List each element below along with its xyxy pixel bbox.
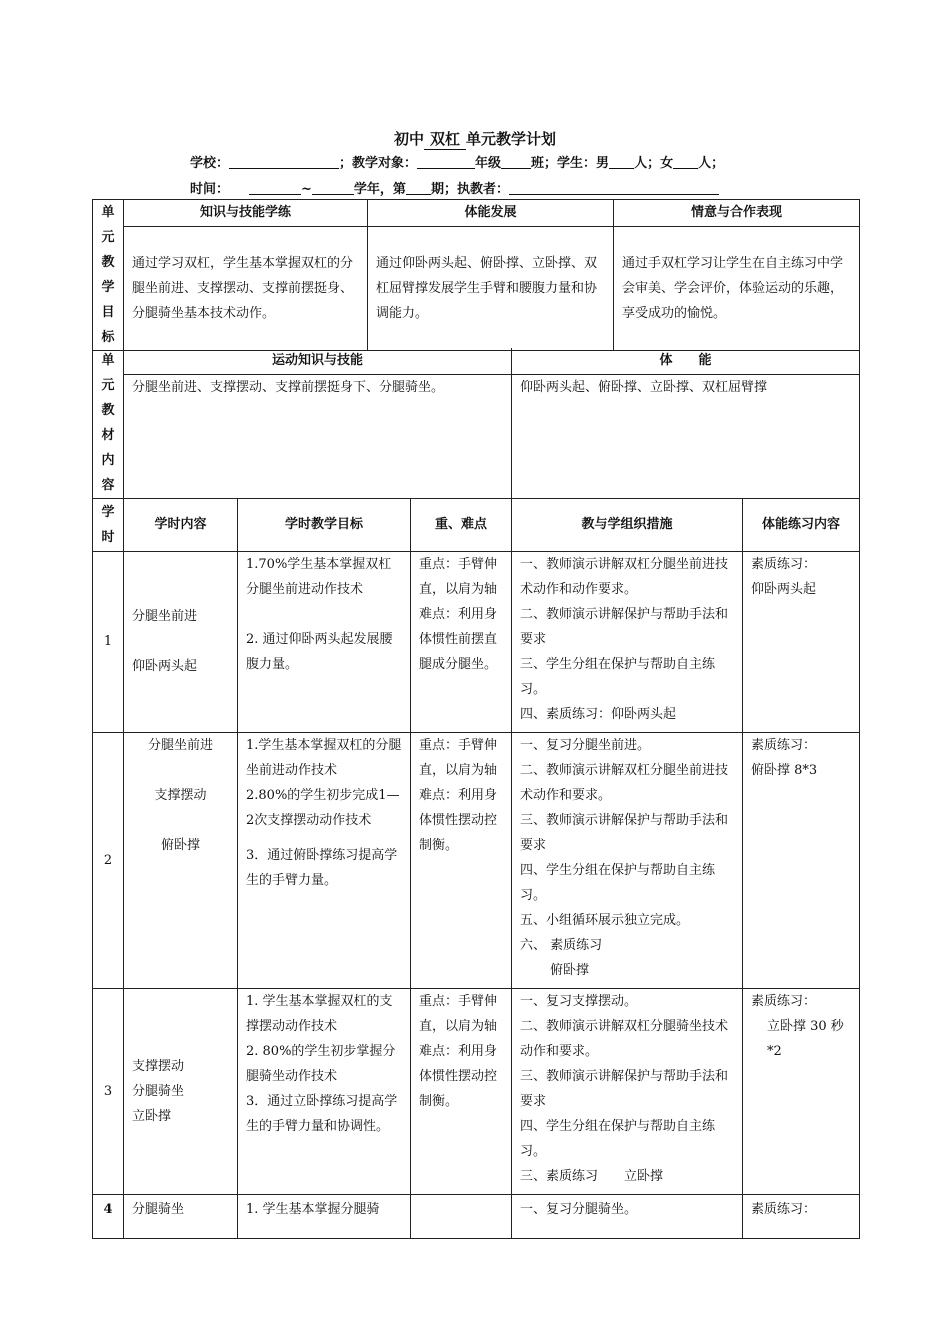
materials-table <box>92 348 860 499</box>
lesson-measures: 一、复习支撑摆动。 二、教师演示讲解双杠分腿骑坐技术动作和要求。 三、教师演示讲解保护与帮助手法和要求 四、学生分组在保护与帮助自主练习。 三、素质练习 立卧撑 <box>512 988 743 1194</box>
header-lesson-goals: 学时教学目标 <box>238 499 411 551</box>
lesson-measures: 一、教师演示讲解双杠分腿坐前进技术动作和动作要求。 二、教师演示讲解保护与帮助手法和要求 三、学生分组在保护与帮助自主练习。 四、素质练习：仰卧两头起 <box>512 551 743 732</box>
goals-table <box>92 199 860 351</box>
materials-header-fitness: 体 能 <box>512 348 860 374</box>
lesson-fitness: 素质练习： 立卧撑 30 秒*2 <box>743 988 860 1194</box>
materials-side-label: 单 元 教 材 内 容 <box>93 348 124 499</box>
table-row <box>93 1194 860 1238</box>
lesson-content: 分腿坐前进 仰卧两头起 <box>124 551 238 732</box>
goals-header-fitness: 体能发展 <box>368 200 614 227</box>
header-measures: 教与学组织措施 <box>512 499 743 551</box>
year-start-blank <box>249 181 301 195</box>
lesson-content: 分腿坐前进 支撑摆动 俯卧撑 <box>124 732 238 988</box>
document-title <box>0 128 950 150</box>
lesson-goals: 1. 学生基本掌握双杠的支撑摆动动作技术 2. 80%的学生初步掌握分腿骑坐动作技术 3．通过立卧撑练习提高学生的手臂力量和协调性。 <box>238 988 411 1194</box>
title-suffix: 单元教学计划 <box>466 130 557 148</box>
materials-text-skills: 分腿坐前进、支撑摆动、支撑前摆挺身下、分腿骑坐。 <box>124 374 512 498</box>
table-row <box>93 988 860 1194</box>
goals-header-knowledge: 知识与技能学练 <box>124 200 368 227</box>
class-blank <box>501 155 531 169</box>
meta-line-time <box>190 178 719 197</box>
meta-line-school <box>190 152 724 171</box>
lesson-measures: 一、复习分腿骑坐。 <box>512 1194 743 1238</box>
lesson-content: 支撑摆动 分腿骑坐 立卧撑 <box>124 988 238 1194</box>
target-label: ；教学对象： <box>339 156 418 171</box>
school-blank <box>229 155 339 169</box>
time-label: 时间： <box>190 182 230 197</box>
lesson-key-points <box>411 1194 512 1238</box>
lesson-key-points: 重点：手臂伸直，以肩为轴难点：利用身体惯性摆动控制衡。 <box>411 732 512 988</box>
lesson-key-points: 重点：手臂伸直，以肩为轴难点：利用身体惯性前摆直腿成分腿坐。 <box>411 551 512 732</box>
lesson-number: 1 <box>93 551 124 732</box>
lesson-goals: 1.学生基本掌握双杠的分腿坐前进动作技术 2.80%的学生初步完成1—2次支撑摆动动作技术 3．通过俯卧撑练习提高学生的手臂力量。 <box>238 732 411 988</box>
materials-header-skills: 运动知识与技能 <box>124 348 512 374</box>
goals-text-emotion: 通过手双杠学习让学生在自主练习中学会审美、学会评价，体验运动的乐趣，享受成功的愉悦。 <box>614 226 860 350</box>
title-prefix: 初中 <box>393 130 424 148</box>
male-blank <box>609 155 634 169</box>
lessons-table <box>92 499 860 1239</box>
year-end-blank <box>312 181 354 195</box>
male-label: 人；女 <box>634 156 674 171</box>
grade-label: 年级 <box>475 156 502 171</box>
lesson-number: 3 <box>93 988 124 1194</box>
lesson-goals: 1.70%学生基本掌握双杠分腿坐前进动作技术 2. 通过仰卧两头起发展腰腹力量。 <box>238 551 411 732</box>
header-key-points: 重、难点 <box>411 499 512 551</box>
school-label: 学校： <box>190 156 230 171</box>
lesson-number: 2 <box>93 732 124 988</box>
goals-text-knowledge: 通过学习双杠，学生基本掌握双杠的分腿坐前进、支撑摆动、支撑前摆挺身、分腿骑坐基本技术动作。 <box>124 226 368 350</box>
grade-blank <box>417 155 475 169</box>
goals-side-label: 单 元 教 学 目 标 <box>93 200 124 351</box>
title-subject: 双杠 <box>424 128 466 150</box>
lesson-measures: 一、复习分腿坐前进。 二、教师演示讲解双杠分腿坐前进技术动作和要求。 三、教师演示讲解保护与帮助手法和要求 四、学生分组在保护与帮助自主练习。 五、小组循环展示独立完成。 六、 素质练习 俯卧撑 <box>512 732 743 988</box>
table-row <box>93 551 860 732</box>
year-label: 学年，第 <box>353 182 406 197</box>
lesson-fitness: 素质练习： 俯卧撑 8*3 <box>743 732 860 988</box>
lesson-content: 分腿骑坐 <box>124 1194 238 1238</box>
female-label: 人； <box>698 156 725 171</box>
lesson-goals: 1. 学生基本掌握分腿骑 <box>238 1194 411 1238</box>
lesson-number: 4 <box>93 1194 124 1238</box>
lessons-side-label: 学 时 <box>93 499 124 551</box>
lesson-fitness: 素质练习： <box>743 1194 860 1238</box>
class-label: 班；学生：男 <box>531 156 610 171</box>
materials-text-fitness: 仰卧两头起、俯卧撑、立卧撑、双杠屈臂撑 <box>512 374 860 498</box>
table-row <box>93 732 860 988</box>
goals-header-emotion: 情意与合作表现 <box>614 200 860 227</box>
teacher-blank <box>509 181 719 195</box>
lesson-key-points: 重点：手臂伸直，以肩为轴难点：利用身体惯性摆动控制衡。 <box>411 988 512 1194</box>
header-lesson-content: 学时内容 <box>124 499 238 551</box>
lesson-fitness: 素质练习： 仰卧两头起 <box>743 551 860 732</box>
female-blank <box>673 155 698 169</box>
goals-text-fitness: 通过仰卧两头起、俯卧撑、立卧撑、双杠屈臂撑发展学生手臂和腰腹力量和协调能力。 <box>368 226 614 350</box>
term-label: 期；执教者： <box>430 182 509 197</box>
tilde: ~ <box>301 182 312 197</box>
header-fitness-practice: 体能练习内容 <box>743 499 860 551</box>
term-blank <box>406 181 431 195</box>
